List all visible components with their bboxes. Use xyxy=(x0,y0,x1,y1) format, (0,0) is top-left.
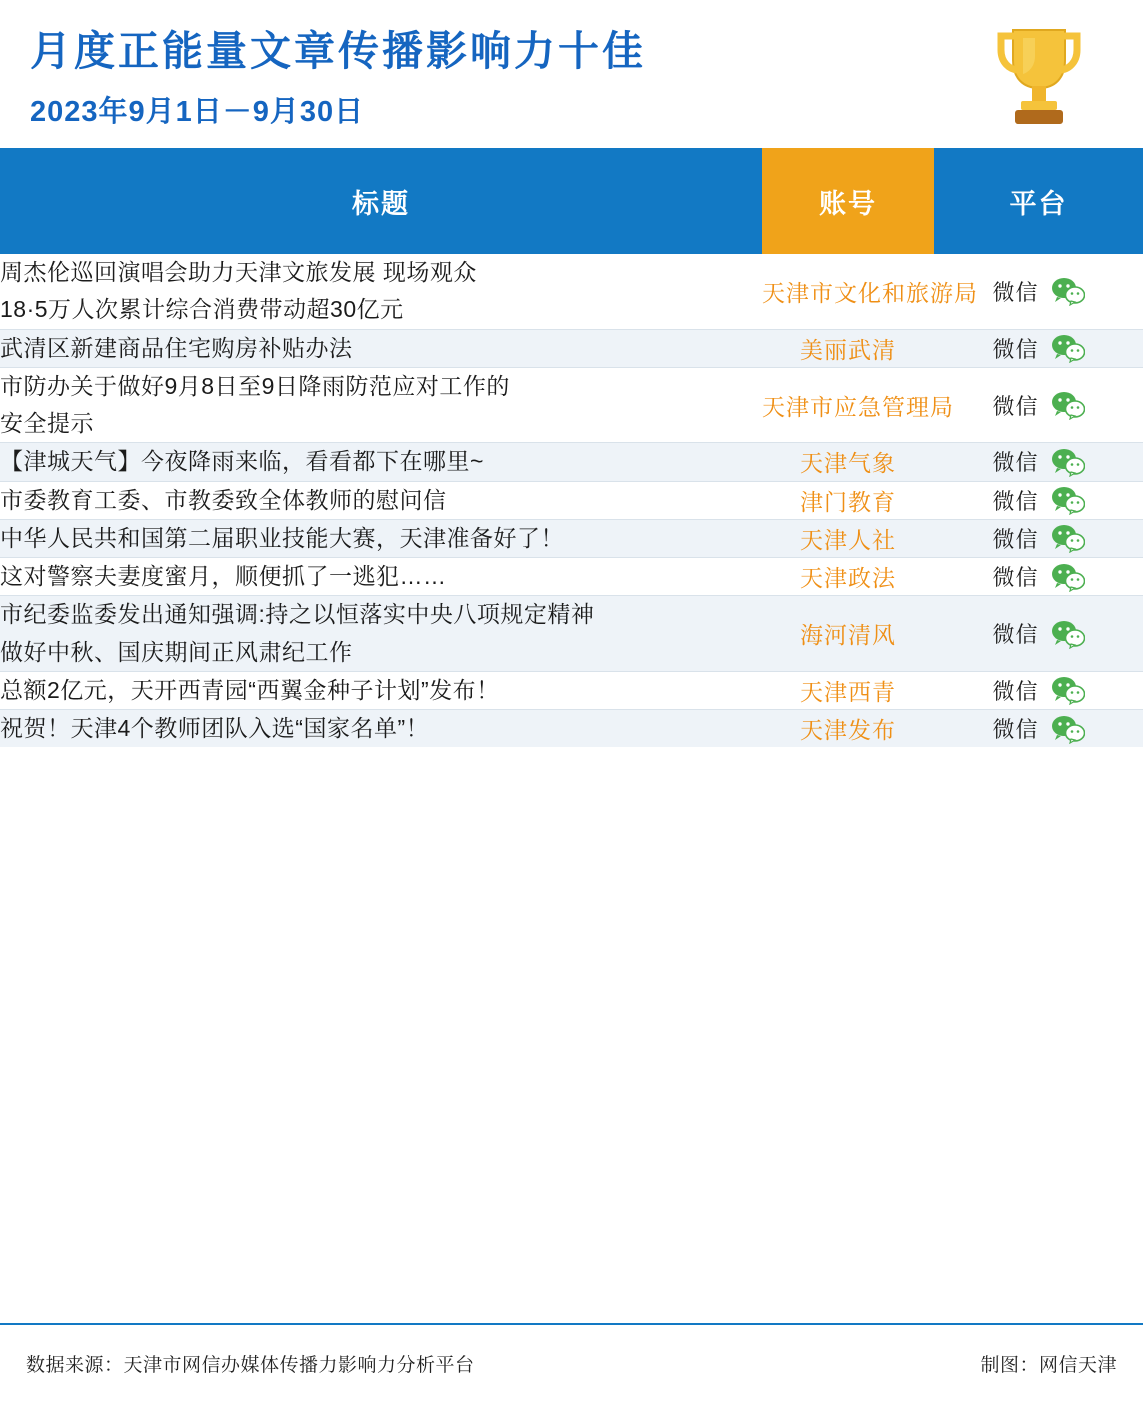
article-title: 总额2亿元，天开西青园“西翼金种子计划”发布！ xyxy=(0,676,500,703)
account-name: 天津政法 xyxy=(800,565,896,592)
article-title: 武清区新建商品住宅购房补贴办法 xyxy=(0,334,353,361)
platform-cell xyxy=(934,520,1143,557)
wechat-icon xyxy=(1051,714,1085,744)
date-range: 2023年9月1日－9月30日 xyxy=(30,96,365,129)
account-name: 海河清风 xyxy=(800,622,896,648)
table-row xyxy=(0,368,1143,443)
platform-label: 微信 xyxy=(992,565,1039,591)
wechat-icon xyxy=(1051,447,1085,477)
wechat-icon xyxy=(1051,562,1085,592)
article-title: 市防办关于做好9月8日至9日降雨防范应对工作的 安全提示 xyxy=(0,372,510,436)
table-row xyxy=(0,254,1143,329)
account-name: 美丽武清 xyxy=(800,336,896,363)
footer xyxy=(0,1323,1143,1401)
article-title: 中华人民共和国第二届职业技能大赛，天津准备好了！ xyxy=(0,524,564,551)
platform-label: 微信 xyxy=(992,678,1039,704)
platform-label: 微信 xyxy=(992,526,1039,552)
header xyxy=(0,0,1143,148)
article-title: 市委教育工委、市教委致全体教师的慰问信 xyxy=(0,486,447,513)
platform-label: 微信 xyxy=(992,717,1039,743)
trophy-icon xyxy=(993,22,1085,130)
account-name: 天津发布 xyxy=(800,717,896,744)
platform-cell xyxy=(934,710,1143,747)
column-header-account: 账号 xyxy=(762,148,934,254)
table-row xyxy=(0,482,1143,519)
ranking-table xyxy=(0,148,1143,747)
table-body xyxy=(0,254,1143,747)
platform-cell xyxy=(934,368,1143,443)
platform-cell xyxy=(934,558,1143,595)
table-row xyxy=(0,596,1143,671)
page-title: 月度正能量文章传播影响力十佳 xyxy=(30,28,646,74)
wechat-icon xyxy=(1051,675,1085,705)
account-name: 天津气象 xyxy=(800,450,896,477)
platform-label: 微信 xyxy=(992,622,1039,647)
wechat-icon xyxy=(1051,523,1085,553)
table-row xyxy=(0,558,1143,595)
article-title: 祝贺！天津4个教师团队入选“国家名单”！ xyxy=(0,715,430,741)
platform-cell xyxy=(934,330,1143,367)
wechat-icon xyxy=(1051,333,1085,363)
column-header-title: 标题 xyxy=(0,148,762,254)
table-row xyxy=(0,443,1143,480)
platform-cell xyxy=(934,596,1143,671)
article-title: 周杰伦巡回演唱会助力天津文旅发展 现场观众 18·5万人次累计综合消费带动超30亿元 xyxy=(0,259,477,323)
wechat-icon xyxy=(1051,485,1085,515)
platform-cell xyxy=(934,672,1143,709)
account-name: 天津西青 xyxy=(800,678,896,705)
article-title: 市纪委监委发出通知强调:持之以恒落实中央八项规定精神 做好中秋、国庆期间正风肃纪工作 xyxy=(0,601,595,665)
table-row xyxy=(0,520,1143,557)
table-row xyxy=(0,710,1143,747)
account-name: 天津市文化和旅游局 xyxy=(762,279,978,306)
wechat-icon xyxy=(1051,390,1085,420)
platform-label: 微信 xyxy=(992,488,1039,514)
article-title: 这对警察夫妻度蜜月，顺便抓了一逃犯…… xyxy=(0,563,447,589)
data-source: 数据来源：天津市网信办媒体传播力影响力分析平台 xyxy=(26,1354,475,1376)
platform-cell xyxy=(934,443,1143,480)
platform-label: 微信 xyxy=(992,450,1039,476)
article-title: 【津城天气】今夜降雨来临，看看都下在哪里~ xyxy=(0,448,484,475)
table-header-row xyxy=(0,148,1143,254)
wechat-icon xyxy=(1051,276,1085,306)
wechat-icon xyxy=(1051,619,1085,649)
chart-credit: 制图：网信天津 xyxy=(980,1354,1117,1376)
platform-label: 微信 xyxy=(992,336,1039,362)
account-name: 天津市应急管理局 xyxy=(762,393,954,420)
column-header-platform: 平台 xyxy=(934,148,1143,254)
platform-label: 微信 xyxy=(992,279,1039,305)
account-name: 天津人社 xyxy=(800,526,896,553)
platform-label: 微信 xyxy=(992,393,1039,419)
account-name: 津门教育 xyxy=(800,488,896,515)
table-row xyxy=(0,330,1143,367)
table-row xyxy=(0,672,1143,709)
platform-cell xyxy=(934,482,1143,519)
